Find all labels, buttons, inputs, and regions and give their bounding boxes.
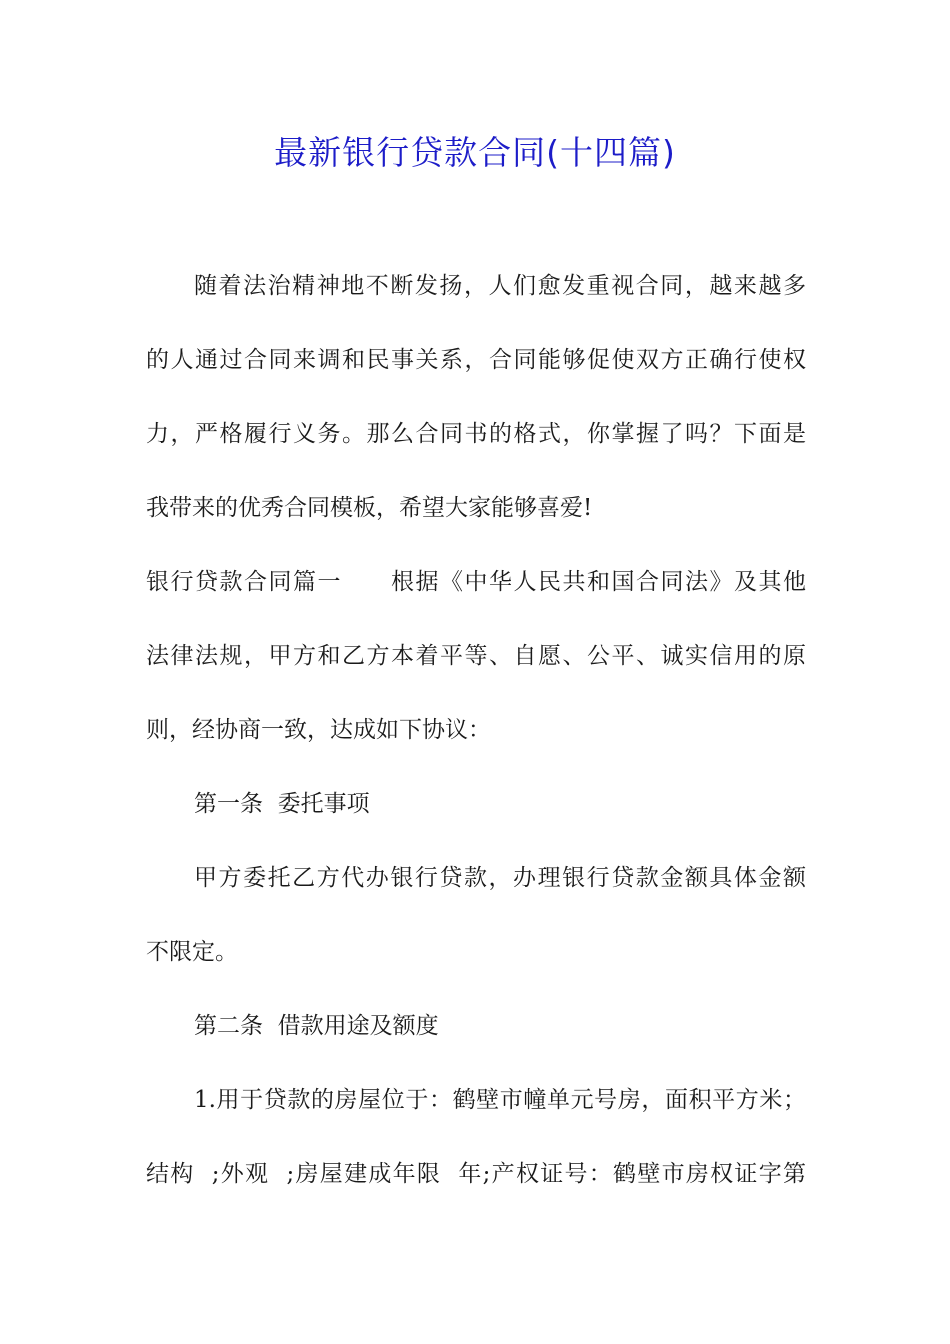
paragraph-line: 力，严格履行义务。那么合同书的格式，你掌握了吗？下面是	[146, 421, 806, 447]
paragraph-line: 我带来的优秀合同模板，希望大家能够喜爱!	[146, 495, 593, 521]
paragraph-line: 的人通过合同来调和民事关系，合同能够促使双方正确行使权	[146, 347, 806, 373]
paragraph-line: 银行贷款合同篇一 根据《中华人民共和国合同法》及其他	[146, 569, 806, 595]
paragraph-line: 法律法规，甲方和乙方本着平等、自愿、公平、诚实信用的原	[146, 643, 806, 669]
section-heading: 第二条 借款用途及额度	[194, 1013, 439, 1039]
paragraph-line: 1.用于贷款的房屋位于：鹤壁市幢单元号房，面积平方米；	[194, 1087, 806, 1113]
paragraph-line: 不限定。	[146, 939, 238, 965]
paragraph-line: 则，经协商一致，达成如下协议：	[146, 717, 491, 743]
paragraph-line: 甲方委托乙方代办银行贷款，办理银行贷款金额具体金额	[194, 865, 806, 891]
section-heading: 第一条 委托事项	[194, 791, 370, 817]
paragraph-line: 结构 ;外观 ;房屋建成年限 年;产权证号：鹤壁市房权证字第	[146, 1161, 806, 1187]
paragraph-line: 随着法治精神地不断发扬，人们愈发重视合同，越来越多	[194, 273, 806, 299]
document-title: 最新银行贷款合同(十四篇)	[274, 133, 676, 172]
